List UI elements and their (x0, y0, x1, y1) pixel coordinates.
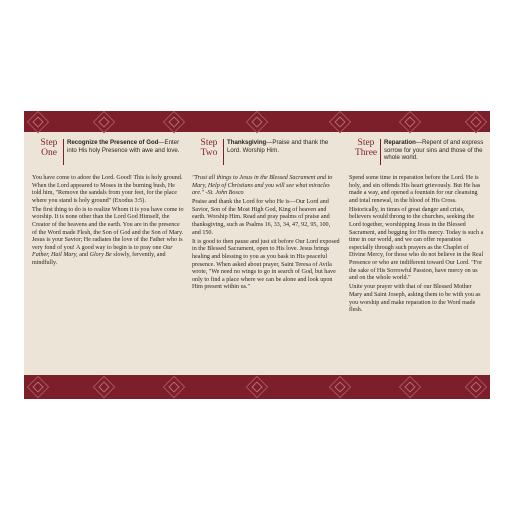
step-number: Two (200, 148, 218, 158)
paragraph-text: The first thing to do is to realize Whom it is you have come to worship. It is none other than the Lord God Himself, the Creator of the heavens and the earth. You are in the presence of the Word made Flesh, the Son of God and the Son of Mary. Jesus is your Savior; He radiates the love of the Father who is very fond of you! A good way to begin is to pray one (32, 206, 184, 251)
ornament-icon (246, 376, 269, 399)
step-label (38, 138, 60, 158)
step-header (192, 137, 340, 175)
ornament-icon (163, 376, 186, 399)
ornament-icon (93, 111, 116, 133)
bottom-ornament-band (24, 375, 490, 399)
step-number: One (41, 148, 57, 158)
ornament-icon (27, 376, 50, 399)
step-title: Reparation (384, 139, 416, 146)
ornament-icon (163, 111, 186, 133)
step-word: Step (40, 138, 58, 148)
ornament-icon (246, 111, 269, 133)
top-ornament-band (24, 111, 490, 132)
ornament-icon (399, 111, 422, 133)
ornament-icon (27, 111, 50, 133)
paragraph: Unite your prayer with that of our Blessed Mother Mary and Saint Joseph, asking them to be with you as you worship and make reparation to the Word made flesh. (349, 284, 481, 314)
prayer-card (24, 111, 490, 399)
step-heading (67, 139, 184, 154)
quote: "Trust all things to Jesus in the Blessed Sacrament and to Mary, Help of Christians and you will see what miracles are." -St. John Bosco (192, 175, 333, 197)
step-three-panel (349, 132, 485, 375)
paragraph (32, 207, 184, 268)
paragraph: Praise and thank the Lord for who He is—Our Lord and Savior, Son of the Most High God, King of heaven and earth. Worship Him. Read and pray psalms of praise and thanksgiving, such as Psalms 16, 33, 34, 47, 92, 95, 100, and 150. (192, 199, 331, 236)
paragraph: Spend some time in reparation before the Lord. He is holy, and sin offends His heart grievously. But He has made a way, and opened a fountain for our cleansing and total renewal, in the blood of His Cross. (349, 175, 481, 204)
step-body (32, 175, 184, 268)
paragraph: It is good to then pause and just sit before Our Lord exposed in the Blessed Sacrament, open to His love. Jesus brings healing and blessing to you as you bask in His peaceful presence. When asked about prayer, Saint Teresa of Avila wrote, "We need no wings to go in search of God, but have only to find a place where we can be alone and look upon Him present within us." (192, 238, 340, 291)
step-title: Recognize the Presence of God (67, 139, 159, 146)
ornament-icon (93, 376, 116, 399)
paragraph-text: slowly, fervently, and mindfully. (32, 252, 166, 267)
step-subtitle: —Enter into His holy Presence with awe and love. (67, 139, 180, 154)
prayer-names: Our Father, Hail Mary, (32, 244, 173, 259)
paragraph: Historically, in times of great danger and crisis, believers would throng to the churches, seeking the Lord together, worshipping Jesus in the Blessed Sacrament, and begging for His mercy. Today is such a time in our world, and we can offer reparation especially through such prayers as the Chaplet of Divine Mercy, for those who do not believe in the Real Presence or who are indifferent toward Our Lord. "For the sake of His Sorrowful Passion, have mercy on us and on the whole world." (349, 206, 484, 282)
step-header (32, 137, 184, 175)
step-one-panel (32, 132, 184, 375)
step-word: Step (200, 138, 218, 148)
step-heading (384, 139, 485, 162)
ornament-icon (329, 111, 352, 133)
divider-line (63, 139, 64, 165)
paragraph: You have come to adore the Lord. Good! This is holy ground. When the Lord appeared to Moses in the burning bush, He told him, "Remove the sandals from your feet, for the place where you stand is holy ground" (Exodus 3:5). (32, 175, 183, 204)
divider-line (223, 139, 224, 165)
ornament-icon (465, 111, 488, 133)
step-title: Thanksgiving (227, 139, 267, 146)
step-subtitle: —Repent of and express sorrow for your sins and those of the whole world. (384, 139, 484, 162)
step-word: Step (357, 138, 375, 148)
step-label (198, 138, 220, 158)
step-label (355, 138, 377, 158)
ornament-icon (399, 376, 422, 399)
step-body (192, 175, 340, 292)
step-subtitle: —Praise and thank the Lord. Worship Him. (227, 139, 329, 154)
step-heading (227, 139, 340, 154)
step-number: Three (355, 148, 378, 158)
ornament-icon (329, 376, 352, 399)
step-two-panel (192, 132, 340, 375)
step-body (349, 175, 485, 315)
prayer-name: Glory Be (89, 252, 112, 259)
divider-line (380, 139, 381, 165)
ornament-icon (465, 376, 488, 399)
step-header (349, 137, 485, 175)
paragraph-text: and (77, 252, 90, 259)
